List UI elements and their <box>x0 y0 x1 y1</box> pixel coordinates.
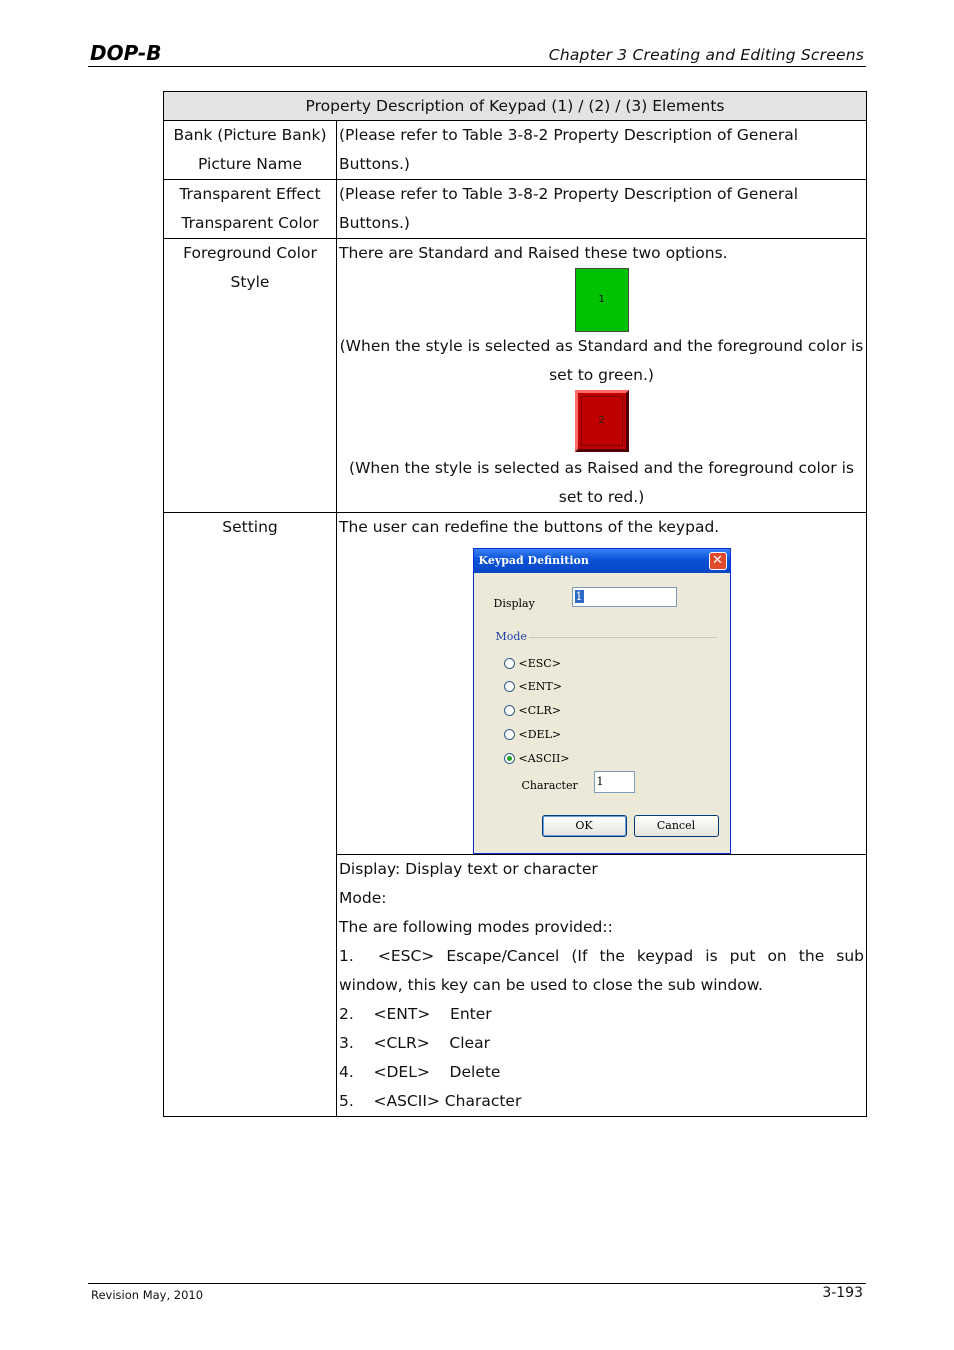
row-label-setting: Setting <box>164 513 337 1117</box>
radio-esc-label: <ESC> <box>518 657 561 670</box>
mode-list-item: 4. <DEL> Delete <box>339 1063 501 1081</box>
revision-date: Revision May, 2010 <box>91 1288 204 1302</box>
radio-clr[interactable] <box>504 705 515 716</box>
row-desc-setting-text <box>337 855 867 1117</box>
header-divider <box>88 66 866 67</box>
page-number: 3-193 <box>822 1285 863 1301</box>
label-transparent-line1: Transparent Effect <box>179 185 321 203</box>
table-title: Property Description of Keypad (1) / (2) / (3) Elements <box>164 92 867 121</box>
radio-ascii[interactable] <box>504 753 515 764</box>
raised-red-key-sample <box>575 390 629 452</box>
row-label-transparent <box>164 180 337 239</box>
table-row-foreground <box>164 239 867 513</box>
label-bank-line1: Bank (Picture Bank) <box>173 126 327 144</box>
display-label: Display <box>493 597 535 610</box>
mode-group-label: Mode <box>495 630 527 643</box>
standard-key-label: 1 <box>598 294 605 305</box>
row-desc-foreground <box>337 239 867 513</box>
mode-list-item: 3. <CLR> Clear <box>339 1034 490 1052</box>
label-foreground-line1: Foreground Color <box>183 244 317 262</box>
ok-button[interactable]: OK <box>542 815 627 837</box>
raised-caption: (When the style is selected as Raised and the foreground color is set to red.) <box>349 459 854 506</box>
footer-divider <box>88 1283 866 1284</box>
standard-caption: (When the style is selected as Standard and the foreground color is set to green.) <box>339 337 864 384</box>
character-input[interactable]: 1 <box>594 771 635 793</box>
dop-b-logo <box>90 42 172 64</box>
row-desc-transparent: (Please refer to Table 3-8-2 Property Description of General Buttons.) <box>337 180 867 239</box>
character-label: Character <box>521 779 578 792</box>
radio-clr-label: <CLR> <box>518 704 561 717</box>
label-transparent-line2: Transparent Color <box>181 214 319 232</box>
display-input[interactable] <box>572 587 677 607</box>
mode-list-item: 2. <ENT> Enter <box>339 1005 492 1023</box>
property-table <box>163 91 867 1117</box>
foreground-intro: There are Standard and Raised these two options. <box>339 244 728 262</box>
mode-list-item: 1. <ESC> Escape/Cancel (If the keypad is put on the sub window, this key can be used to close the sub window. <box>339 947 869 994</box>
table-row-bank <box>164 121 867 180</box>
raised-key-label: 2 <box>581 396 623 446</box>
setting-intro: The user can redefine the buttons of the keypad. <box>339 518 720 536</box>
radio-ascii-label: <ASCII> <box>518 752 570 765</box>
label-bank-line2: Picture Name <box>198 155 302 173</box>
dialog-title: Keypad Definition <box>478 554 589 567</box>
desc-mode: Mode: <box>339 889 387 907</box>
row-desc-bank: (Please refer to Table 3-8-2 Property Description of General Buttons.) <box>337 121 867 180</box>
keypad-definition-dialog <box>473 548 731 854</box>
radio-ent-label: <ENT> <box>518 680 562 693</box>
radio-esc[interactable] <box>504 658 515 669</box>
radio-ent[interactable] <box>504 681 515 692</box>
row-label-bank <box>164 121 337 180</box>
radio-del-label: <DEL> <box>518 728 562 741</box>
radio-del[interactable] <box>504 729 515 740</box>
standard-green-key-sample <box>575 268 629 332</box>
row-desc-setting-dialog <box>337 513 867 855</box>
cancel-button[interactable]: Cancel <box>634 815 719 837</box>
mode-list-item: 5. <ASCII> Character <box>339 1092 522 1110</box>
row-label-foreground <box>164 239 337 513</box>
table-row-setting-dialog <box>164 513 867 855</box>
desc-modes-intro: The are following modes provided:: <box>339 918 613 936</box>
dialog-titlebar <box>474 549 730 573</box>
dialog-body <box>477 573 727 850</box>
mode-group-line <box>529 637 717 638</box>
label-foreground-line2: Style <box>230 273 270 291</box>
chapter-title: Chapter 3 Creating and Editing Screens <box>548 46 864 64</box>
table-row-transparent <box>164 180 867 239</box>
desc-display: Display: Display text or character <box>339 860 598 878</box>
logo-text: DOP-B <box>90 42 162 64</box>
close-icon[interactable]: ✕ <box>709 552 727 570</box>
display-value: 1 <box>575 590 583 603</box>
table-header-row <box>164 92 867 121</box>
